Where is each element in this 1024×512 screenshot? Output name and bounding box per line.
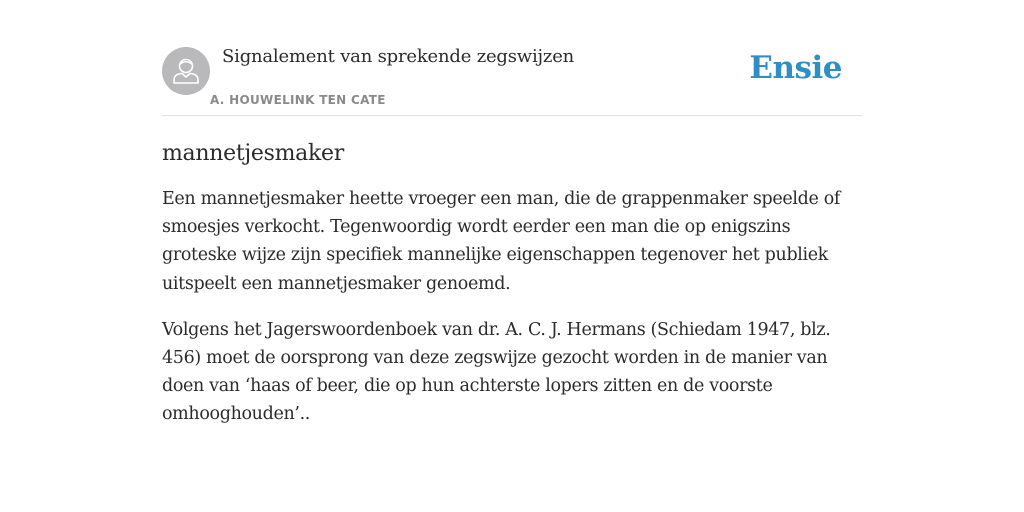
user-icon — [162, 47, 210, 95]
book-title[interactable]: Signalement van sprekende zegswijzen — [222, 46, 575, 67]
article-paragraph-2: Volgens het Jagerswoordenboek van dr. A. C. J. Hermans (Schiedam 1947, blz. 456) moet de oorsprong van deze zegswijze gezocht worden in de manier van doen van ‘haas of beer, die op hun achterste lopers zitten en de voorste omhooghouden’.. — [162, 319, 831, 425]
lemma-title: mannetjesmaker — [162, 141, 344, 166]
source-header — [162, 44, 862, 116]
author-avatar[interactable] — [162, 47, 210, 95]
content-container — [162, 44, 862, 429]
ensie-logo[interactable]: Ensie — [749, 50, 842, 86]
author-name[interactable]: A. HOUWELINK TEN CATE — [210, 93, 386, 107]
article-paragraph-1: Een mannetjesmaker heette vroeger een man, die de grappenmaker speelde of smoesjes verkocht. Tegenwoordig wordt eerder een man die op enigszins groteske wijze zijn specifiek mannelijke eigenschappen tegenover het publiek uitspeelt een mannetjesmaker genoemd. — [162, 189, 841, 294]
